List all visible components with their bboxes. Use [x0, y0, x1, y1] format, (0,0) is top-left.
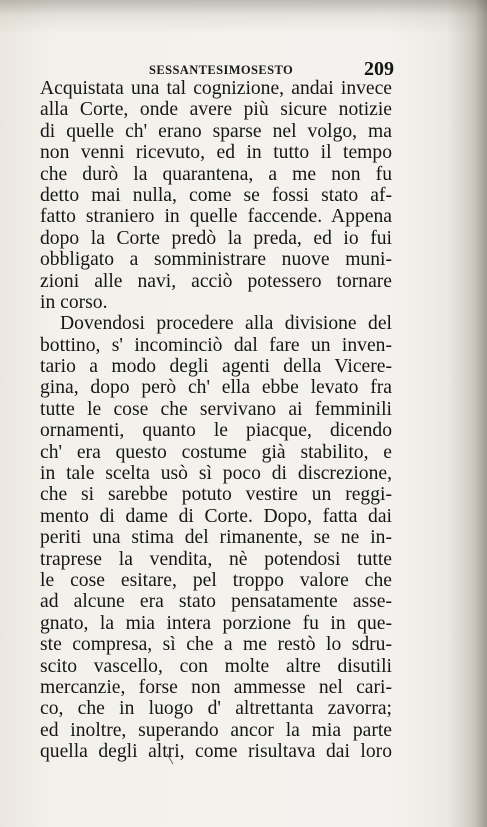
text-line: di quelle ch' erano sparse nel volgo, ma — [40, 120, 392, 142]
text-line: dopo la Corte predò la preda, ed io fui — [40, 227, 392, 249]
text-line: in tale scelta usò sì poco di discrezione, — [40, 463, 392, 485]
text-line: gnato, la mia intera porzione fu in que- — [40, 612, 392, 634]
text-line: ornamenti, quanto le piacque, dicendo — [40, 420, 392, 442]
text-line: ch' era questo costume già stabilito, e — [40, 441, 392, 463]
text-line: obbligato a somministrare nuove muni- — [40, 249, 392, 271]
page-body — [40, 78, 392, 763]
text-line: fatto straniero in quelle faccende. Appena — [40, 206, 392, 228]
text-line: mercanzie, forse non ammesse nel cari- — [40, 676, 392, 698]
page-header — [38, 60, 394, 80]
text-line: che durò la quarantena, a me non fu — [40, 163, 392, 185]
text-line: traprese la vendita, nè potendosi tutte — [40, 548, 392, 570]
text-line: bottino, s' incominciò dal fare un inven- — [40, 334, 392, 356]
text-line: alla Corte, onde avere più sicure notizie — [40, 99, 392, 121]
top-edge-shadow — [0, 0, 487, 34]
text-line: Acquistata una tal cognizione, andai invece — [40, 78, 392, 99]
text-line: detto mai nulla, come se fossi stato af- — [40, 184, 392, 206]
text-line: che si sarebbe potuto vestire un reggi- — [40, 484, 392, 506]
gutter-shadow — [447, 0, 487, 827]
ink-mark — [166, 753, 176, 765]
text-line: ste compresa, sì che a me restò lo sdru- — [40, 634, 392, 656]
running-head: SESSANTESIMOSESTO — [149, 63, 294, 77]
text-line: ed inoltre, superando ancor la mia parte — [40, 719, 392, 741]
text-line: mento di dame di Corte. Dopo, fatta dai — [40, 505, 392, 527]
text-line: scito vascello, con molte altre disutili — [40, 655, 392, 677]
text-line: ad alcune era stato pensatamente asse- — [40, 591, 392, 613]
paragraph-1 — [40, 78, 392, 313]
text-line: Dovendosi procedere alla divisione del — [60, 313, 392, 335]
text-line: periti una stima del rimanente, se ne in- — [40, 527, 392, 549]
text-line: co, che in luogo d' altrettanta zavorra; — [40, 698, 392, 720]
text-line: non venni ricevuto, ed in tutto il tempo — [40, 142, 392, 164]
text-line: in corso. — [40, 291, 108, 313]
page-number: 209 — [364, 58, 394, 80]
text-line: zioni alle navi, acciò potessero tornare — [40, 270, 392, 292]
text-line: le cose esitare, pel troppo valore che — [40, 569, 392, 591]
text-line: gina, dopo però ch' ella ebbe levato fra — [40, 377, 392, 399]
text-line: tutte le cose che servivano ai femminili — [40, 398, 392, 420]
text-line: tario a modo degli agenti della Vicere- — [40, 356, 392, 378]
text-line: quella degli altri, come risultava dai loro — [40, 741, 392, 763]
paragraph-2 — [40, 313, 392, 762]
